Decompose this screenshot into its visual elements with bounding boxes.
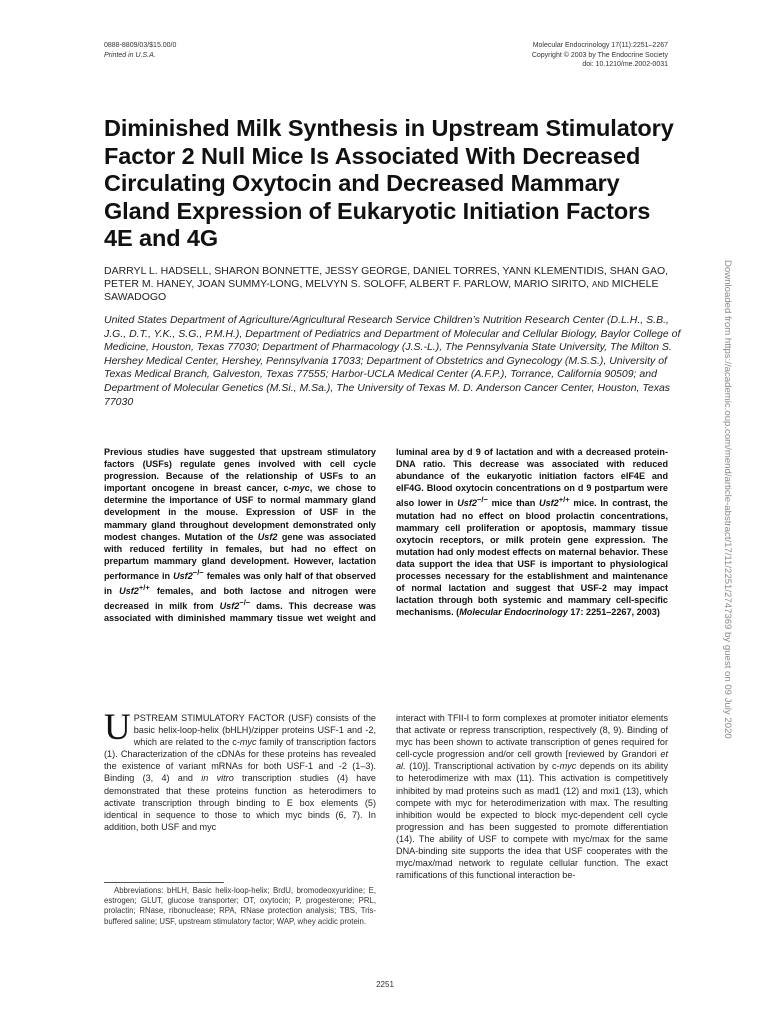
journal-line: Molecular Endocrinology 17(11):2251–2267 bbox=[532, 42, 668, 49]
doi-line: doi: 10.1210/me.2002-0031 bbox=[582, 61, 668, 68]
copyright-line: Copyright © 2003 by The Endocrine Society bbox=[531, 51, 668, 59]
abstract-text: Previous studies have suggested that upstream stimulatory factors (USFs) regulate genes involved with cell cycle progression. Because of the relationship of USFs to an important oncogene in breast cancer, c- bbox=[104, 447, 376, 494]
genotype-sup: +/+ bbox=[558, 495, 570, 505]
abstract-text: females was only half of that observed in bbox=[104, 570, 376, 597]
header-left bbox=[104, 41, 176, 60]
body-text: depends on its ability to heterodimerize with max (11). This activation is competitively inhibited by mad proteins such as mad1 (12) and mxi1 (13), which compete with myc for heterodimerization with max. The resulting inhibition would be expected to block myc-dependent cell cycle progression and has been suggested to promote differentiation (14). The ability of USF to compete with myc/max for the same DNA-binding site supports the idea that USF cooperates with the myc/max/mad network to regulate cellular function. The exact ramifications of this functional interaction be- bbox=[396, 761, 668, 881]
abstract-citation: 17: 2251–2267, 2003) bbox=[567, 607, 660, 618]
abstract-italic: Usf2 bbox=[119, 586, 139, 597]
body-italic: et al. bbox=[396, 749, 668, 772]
author-list bbox=[104, 265, 684, 305]
body-text: interact with TFII-I to form complexes at promoter initiator elements that activate or repress transcription, respectively (8, 9). Binding of myc has been shown to activate transcription of genes required for cell-cycle progression and/or cell growth [reviewed by Grandori bbox=[396, 713, 668, 760]
abstract-text: females, and both lactose and nitrogen were decreased in milk from bbox=[104, 586, 376, 612]
affiliations: United States Department of Agriculture/Agricultural Research Service Children’s Nutrition Research Center (D.L.H., S.B., J.G., D.T., Y.K., S.G., P.M.H.), Department of Pediatrics and Department of Molecular and Cellular Biology, Baylor College of Medicine, Houston, Texas 77030; Department of Pharmacology (J.S.-L.), The Pennsylvania State University, The Milton S. Hershey Medical Center, Hershey, Pennsylvania 17033; Department of Obstetrics and Gynecology (M.S.S.), University of Texas Medical Branch, Galveston, Texas 77555; Harbor-UCLA Medical Center (A.F.P.), Torrance, California 90509; and Department of Molecular Genetics (M.Si., M.Sa.), The University of Texas M. D. Anderson Cancer Center, Houston, Texas 77030 bbox=[104, 314, 681, 408]
authors-last: MICHELE SAWADOGO bbox=[104, 278, 659, 304]
download-watermark bbox=[721, 260, 735, 800]
header-right bbox=[532, 41, 668, 70]
abstract-italic: Usf2 bbox=[219, 601, 240, 612]
genotype-sup: −/− bbox=[192, 567, 204, 577]
body-column-right bbox=[396, 712, 668, 962]
body-text: transcription studies (4) have demonstrated that these proteins function as heterodimers to activate transcription through binding to E box elements (5) identical in sequence to those to which myc binds (6, 7). In addition, both USF and myc bbox=[104, 773, 376, 832]
issn-line: 0888-8809/03/$15.00/0 bbox=[104, 42, 177, 49]
abstract-text: dams. This decrease was associated with diminished mammary tissue wet weight and luminal area by d 9 of lactation and with a decreased protein-DNA ratio. This decrease was associated with reduced abundance of the eukaryotic initiation factors eIF4E and eIF4G. Blood oxytocin concentrations on d 9 postpartum were also lower in bbox=[104, 447, 668, 624]
abstract-italic: Usf2 bbox=[457, 498, 477, 509]
page-number: 2251 bbox=[376, 980, 394, 989]
abbreviations-footnote bbox=[104, 886, 376, 927]
body-text: PSTREAM STIMULATORY FACTOR (USF) consists of the basic helix-loop-helix (bHLH)/zipper proteins USF-1 and -2, which are related to the c- bbox=[133, 713, 376, 748]
genotype-sup: −/− bbox=[239, 598, 251, 608]
printed-line: Printed in U.S.A. bbox=[104, 51, 156, 59]
body-column-left bbox=[104, 707, 376, 872]
download-notice: Downloaded from https://academic.oup.com/mend/article-abstract/17/11/2251/2747369 by guest on 09 July 2020 bbox=[722, 260, 733, 739]
abstract-italic: myc bbox=[291, 483, 310, 494]
abstract-italic: Usf2 bbox=[539, 498, 559, 509]
authors-main: DARRYL L. HADSELL, SHARON BONNETTE, JESSY GEORGE, DANIEL TORRES, YANN KLEMENTIDIS, SHAN GAO, PETER M. HANEY, JOAN SUMMY-LONG, MELVYN S. SOLOFF, ALBERT F. PARLOW, MARIO SIRITO, bbox=[104, 265, 669, 291]
journal-name: Molecular Endocrinology bbox=[459, 607, 568, 618]
footnote-divider bbox=[104, 882, 224, 883]
abstract-text: , we chose to determine the importance of USF to normal mammary gland development in the mouse. Expression of USF in the mammary gland throughout development demonstrated only modest changes. Mutation of the bbox=[104, 483, 376, 542]
abstract-text: gene was associated with reduced fertility in females, but had no effect on prepartum mammary gland development. However, lactation performance in bbox=[104, 531, 376, 581]
body-italic: myc bbox=[559, 761, 577, 772]
abstract-italic: Usf2 bbox=[173, 570, 193, 581]
article-title: Diminished Milk Synthesis in Upstream Stimulatory Factor 2 Null Mice Is Associated With Decreased Circulating Oxytocin and Decreased Mammary Gland Expression of Eukaryotic Initiation Factors 4E and 4G bbox=[104, 115, 674, 251]
genotype-sup: −/− bbox=[476, 495, 488, 505]
body-text: (10)]. Transcriptional activation by c- bbox=[405, 761, 560, 772]
abstract-italic: Usf2 bbox=[257, 531, 278, 542]
abstract bbox=[104, 446, 668, 686]
abstract-text: mice than bbox=[487, 498, 540, 509]
authors-and: AND bbox=[591, 280, 609, 290]
drop-cap: U bbox=[104, 707, 131, 748]
footnote-text: Abbreviations: bHLH, Basic helix-loop-helix; BrdU, bromodeoxyuridine; E, estrogen; GLUT, glucose transporter; OT, oxytocin; P, progesterone; PRL, prolactin; RNase, ribonuclease; RPA, RNase protection analysis; TBS, Tris-buffered saline; USF, upstream stimulatory factor; WAP, whey acidic protein. bbox=[104, 886, 376, 926]
body-italic: in vitro bbox=[201, 773, 234, 784]
genotype-sup: +/+ bbox=[138, 583, 150, 593]
body-italic: myc bbox=[239, 737, 257, 748]
abstract-text: mice. In contrast, the mutation had no effect on blood prolactin concentrations, mammary cell proliferation or apoptosis, mammary tissue oxytocin receptors, or milk protein gene expression. The mutation had only modest effects on maternal behavior. These data support the idea that USF is important to physiological processes necessary for the establishment and maintenance of normal lactation and suggest that USF-2 may impact lactation through both systemic and mammary cell-specific mechanisms. ( bbox=[396, 498, 668, 618]
body-text: family of transcription factors (1). Characterization of the cDNAs for these proteins has revealed the existence of variant mRNAs for both USF-1 and -2 (1–3). Binding (3, 4) and bbox=[104, 737, 376, 784]
